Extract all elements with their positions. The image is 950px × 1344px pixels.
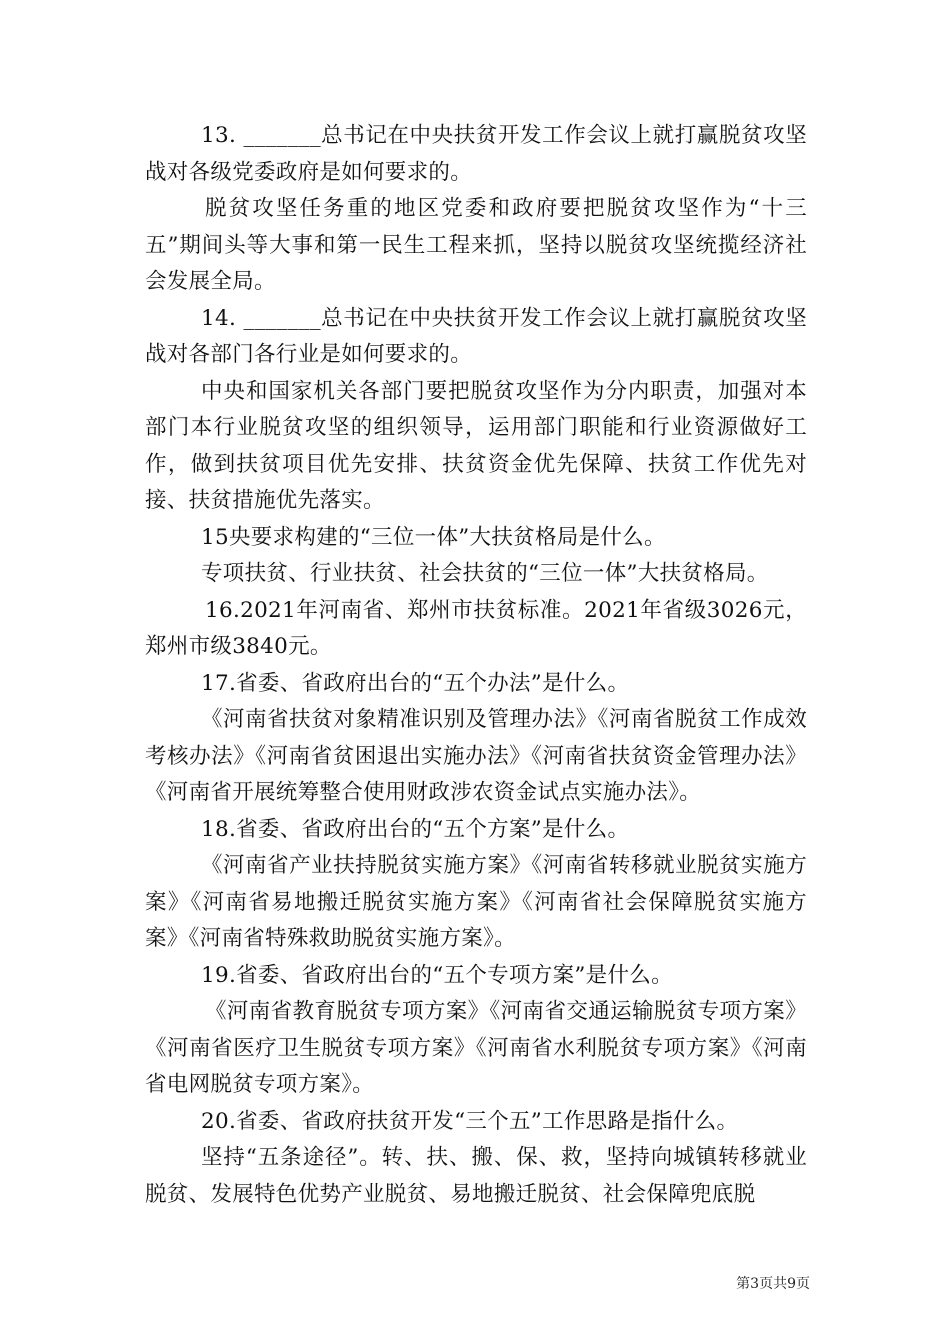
- paragraph-a19: 《河南省教育脱贫专项方案》《河南省交通运输脱贫专项方案》《河南省医疗卫生脱贫专项方案》《河南省水利脱贫专项方案》《河南省电网脱贫专项方案》。: [145, 999, 807, 1097]
- paragraph-q15: 15央要求构建的“三位一体”大扶贫格局是什么。: [201, 524, 666, 550]
- paragraph-a18: 《河南省产业扶持脱贫实施方案》《河南省转移就业脱贫实施方案》《河南省易地搬迁脱贫实施方案》《河南省社会保障脱贫实施方案》《河南省特殊救助脱贫实施方案》。: [145, 853, 807, 951]
- paragraph-q14: 14. _______总书记在中央扶贫开发工作会议上就打赢脱贫攻坚战对各部门各行业是如何要求的。: [145, 305, 807, 367]
- paragraph-a15: 专项扶贫、行业扶贫、社会扶贫的“三位一体”大扶贫格局。: [201, 561, 769, 586]
- paragraph-a14: 中央和国家机关各部门要把脱贫攻坚作为分内职责，加强对本部门本行业脱贫攻坚的组织领导，运用部门职能和行业资源做好工作，做到扶贫项目优先安排、扶贫资金优先保障、扶贫工作优先对接、扶贫措施优先落实。: [145, 378, 807, 513]
- paragraph-q20: 20.省委、省政府扶贫开发“三个五”工作思路是指什么。: [201, 1108, 739, 1134]
- page-number: 第3页共9页: [736, 1276, 810, 1292]
- paragraph-q13: 13. _______总书记在中央扶贫开发工作会议上就打赢脱贫攻坚战对各级党委政府是如何要求的。: [145, 123, 807, 185]
- paragraph-q18: 18.省委、省政府出台的“五个方案”是什么。: [201, 816, 630, 842]
- paragraph-a13: 脱贫攻坚任务重的地区党委和政府要把脱贫攻坚作为“十三五”期间头等大事和第一民生工程来抓，坚持以脱贫攻坚统揽经济社会发展全局。: [145, 196, 807, 294]
- paragraph-a20: 坚持“五条途径”。转、扶、搬、保、救，坚持向城镇转移就业脱贫、发展特色优势产业脱贫、易地搬迁脱贫、社会保障兜底脱: [145, 1145, 807, 1207]
- paragraph-q17: 17.省委、省政府出台的“五个办法”是什么。: [201, 670, 630, 696]
- document-body: [145, 118, 807, 1213]
- paragraph-q19: 19.省委、省政府出台的“五个专项方案”是什么。: [201, 962, 673, 988]
- paragraph-q16: 16.2021年河南省、郑州市扶贫标准。2021年省级3026元，郑州市级3840元。: [145, 597, 807, 659]
- paragraph-a17: 《河南省扶贫对象精准识别及管理办法》《河南省脱贫工作成效考核办法》《河南省贫困退出实施办法》《河南省扶贫资金管理办法》《河南省开展统筹整合使用财政涉农资金试点实施办法》。: [145, 707, 807, 805]
